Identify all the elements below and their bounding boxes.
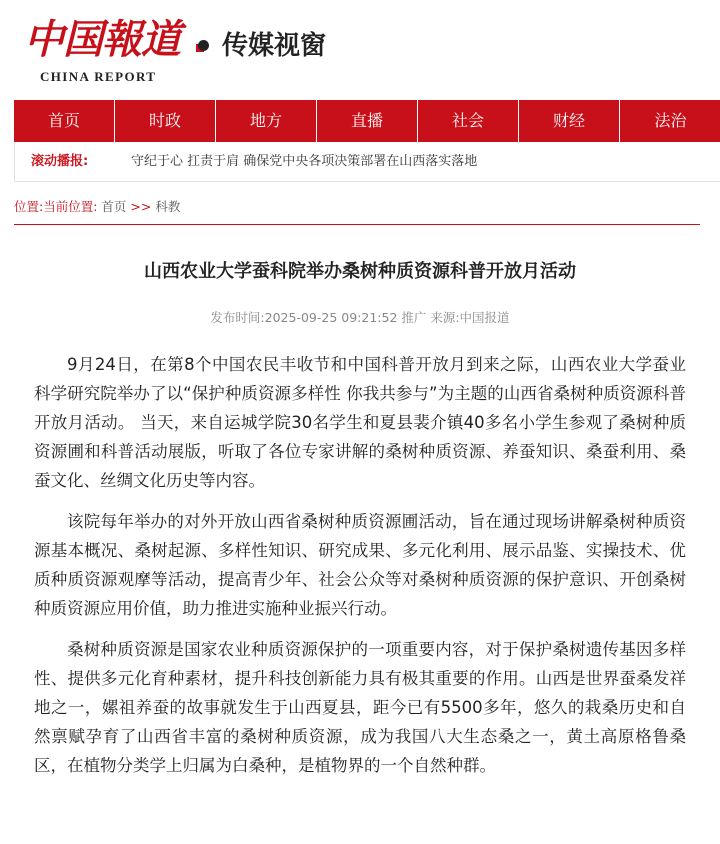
site-header [0, 0, 720, 98]
breadcrumb-prefix: 位置:当前位置: [14, 199, 98, 214]
logo-english-text: CHINA REPORT [40, 69, 157, 84]
ticker-label: 滚动播报: [31, 154, 89, 169]
nav-item-live[interactable]: 直播 [317, 100, 418, 142]
nav-item-law[interactable]: 法治 [654, 111, 687, 130]
breadcrumb [14, 198, 180, 216]
breadcrumb-current-link[interactable]: 科教 [155, 199, 181, 214]
nav-item-finance[interactable]: 财经 [519, 100, 620, 142]
breadcrumb-home-link[interactable]: 首页 [101, 199, 127, 214]
article-paragraph: 该院每年举办的对外开放山西省桑树种质资源圃活动，旨在通过现场讲解桑树种质资源基本概况、桑树起源、多样性知识、研究成果、多元化利用、展示品鉴、实操技术、优质种质资源观摩等活动，提高青少年、社会公众等对桑树种质资源的保护意识、开创桑树种质资源应用价值，助力推进实施种业振兴行动。 [34, 512, 686, 618]
breadcrumb-separator: >> [130, 199, 152, 214]
breadcrumb-divider [14, 224, 700, 225]
bullet-dot-icon [198, 40, 209, 51]
article-meta: 发布时间:2025-09-25 09:21:52 推广 来源:中国报道 [210, 310, 510, 325]
nav-item-local[interactable]: 地方 [216, 100, 317, 142]
news-ticker [14, 142, 720, 182]
section-title: 传媒视窗 [222, 31, 327, 61]
main-nav [14, 100, 720, 142]
nav-item-politics[interactable]: 时政 [115, 100, 216, 142]
article-body [34, 350, 686, 792]
ticker-headline-link[interactable]: 守纪于心 扛责于肩 确保党中央各项决策部署在山西落实落地 [131, 154, 478, 169]
china-report-logo[interactable] [22, 14, 182, 90]
nav-item-home[interactable]: 首页 [14, 100, 115, 142]
article-title: 山西农业大学蚕科院举办桑树种质资源科普开放月活动 [144, 261, 576, 282]
article-paragraph: 9月24日，在第8个中国农民丰收节和中国科普开放月到来之际，山西农业大学蚕业科学研究院举办了以“保护种质资源多样性 你我共参与”为主题的山西省桑树种质资源科普开放月活动。 当天，来自运城学院30名学生和夏县裴介镇40多名小学生参观了桑树种质资源圃和科普活动展版，听取了各位专家讲解的桑树种质资源、养蚕知识、桑蚕利用、桑蚕文化、丝绸文化历史等内容。 [34, 355, 686, 490]
logo-chinese-text: 中国報道 [24, 16, 180, 63]
article-paragraph: 桑树种质资源是国家农业种质资源保护的一项重要内容，对于保护桑树遗传基因多样性、提供多元化育种素材，提升科技创新能力具有极其重要的作用。山西是世界蚕桑发祥地之一，嫘祖养蚕的故事就发生于山西夏县，距今已有5500多年，悠久的栽桑历史和自然禀赋孕育了山西省丰富的桑树种质资源，成为我国八大生态桑之一，黄土高原格鲁桑区，在植物分类学上归属为白桑种，是植物界的一个自然种群。 [34, 640, 686, 775]
nav-item-society[interactable]: 社会 [418, 100, 519, 142]
